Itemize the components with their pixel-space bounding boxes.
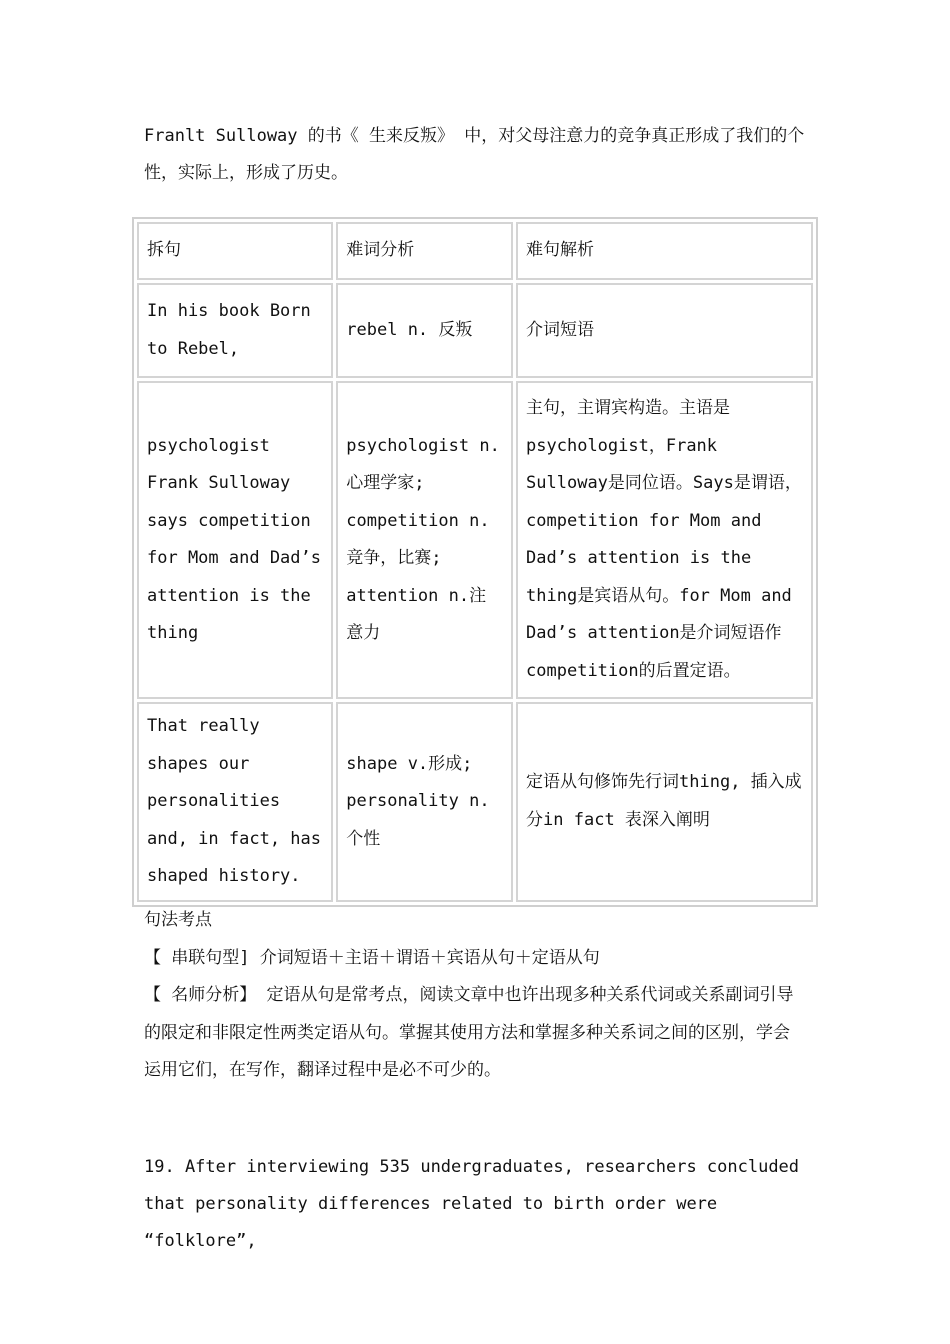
table-row bbox=[137, 283, 813, 378]
syntax-heading: 句法考点 bbox=[144, 910, 212, 930]
cell-split: That really shapes our personalities and, in fact, has shaped history. bbox=[137, 702, 333, 902]
syntax-section bbox=[144, 902, 806, 1090]
cell-vocab: psychologist n. 心理学家; competition n.竞争，比赛; attention n.注意力 bbox=[336, 381, 513, 699]
table-row bbox=[137, 702, 813, 902]
table-row bbox=[137, 381, 813, 699]
cell-vocab: rebel n. 反叛 bbox=[336, 283, 513, 378]
table-header-row bbox=[137, 222, 813, 280]
cell-analysis: 定语从句修饰先行词thing, 插入成分in fact 表深入阐明 bbox=[516, 702, 813, 902]
cell-split: In his book Born to Rebel, bbox=[137, 283, 333, 378]
cell-vocab: shape v.形成; personality n. 个性 bbox=[336, 702, 513, 902]
sentence-analysis-table bbox=[132, 217, 818, 907]
teacher-analysis: 【 名师分析】 定语从句是常考点，阅读文章中也许出现多种关系代词或关系副词引导的限定和非限定性两类定语从句。掌握其使用方法和掌握多种关系词之间的区别，学会运用它们，在写作，翻译过程中是必不可少的。 bbox=[144, 985, 794, 1080]
syntax-pattern: 【 串联句型] 介词短语＋主语＋谓语＋宾语从句＋定语从句 bbox=[144, 947, 600, 968]
cell-analysis: 主句，主谓宾构造。主语是psychologist，Frank Sulloway是同位语。Says是谓语，competition for Mom and Dad’s attention is the thing是宾语从句。for Mom and Dad’s attention是介词短语作competition的后置定语。 bbox=[516, 381, 813, 699]
cell-split: psychologist Frank Sulloway says competition for Mom and Dad’s attention is the thing bbox=[137, 381, 333, 699]
intro-paragraph: Franlt Sulloway 的书《 生来反叛》 中，对父母注意力的竞争真正形成了我们的个性，实际上，形成了历史。 bbox=[144, 126, 805, 183]
header-sentence-analysis: 难句解析 bbox=[516, 222, 813, 280]
cell-analysis: 介词短语 bbox=[516, 283, 813, 378]
header-vocab-analysis: 难词分析 bbox=[336, 222, 513, 280]
item-19-paragraph: 19. After interviewing 535 undergraduates, researchers concluded that personality differences related to birth order were “folklore”, bbox=[144, 1157, 800, 1251]
header-split-sentence: 拆句 bbox=[137, 222, 333, 280]
